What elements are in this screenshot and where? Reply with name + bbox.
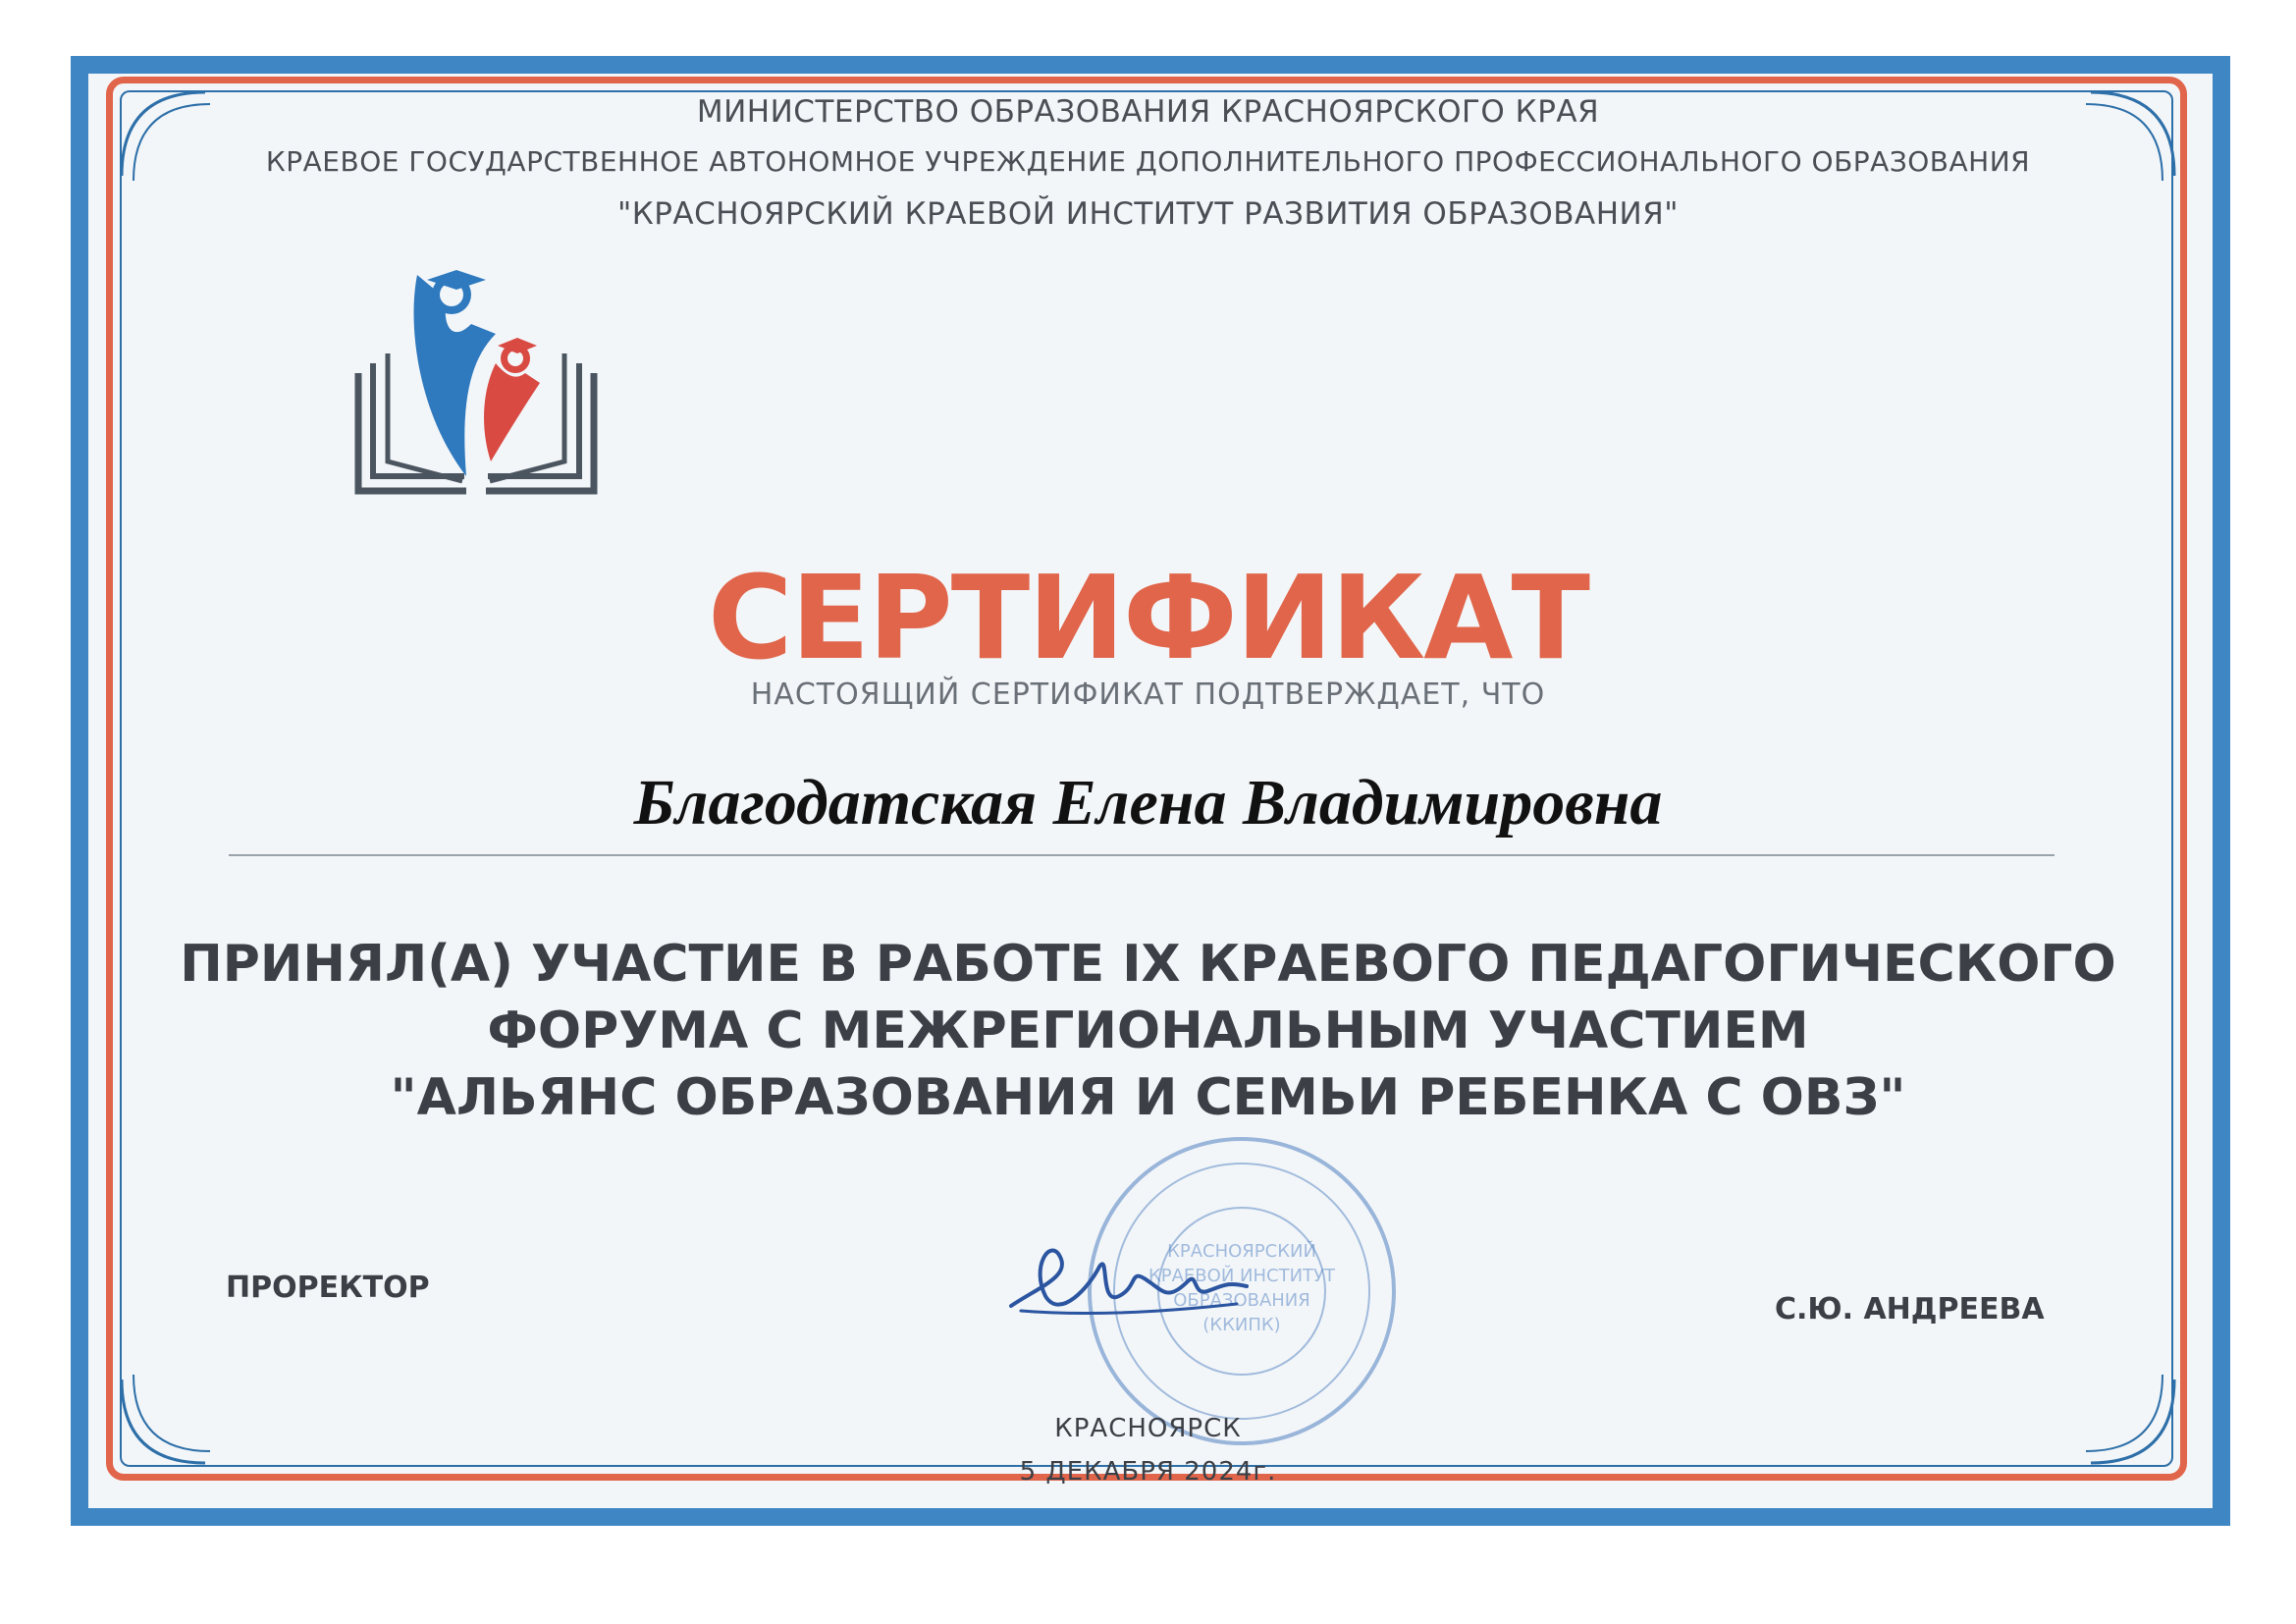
body-line-1: ПРИНЯЛ(А) УЧАСТИЕ В РАБОТЕ IX КРАЕВОГО ПЕДАГОГИЧЕСКОГО bbox=[180, 935, 2116, 994]
certificate-body bbox=[0, 931, 2296, 1131]
issue-city: КРАСНОЯРСК bbox=[1054, 1414, 1242, 1443]
institution-type-header: КРАЕВОЕ ГОСУДАРСТВЕННОЕ АВТОНОМНОЕ УЧРЕЖДЕНИЕ ДОПОЛНИТЕЛЬНОГО ПРОФЕССИОНАЛЬНОГО ОБРАЗОВАНИЯ bbox=[265, 145, 2031, 178]
svg-text:(ККИПК): (ККИПК) bbox=[1202, 1315, 1281, 1335]
name-underline bbox=[229, 854, 2055, 856]
issue-date: 5 ДЕКАБРЯ 2024г. bbox=[1019, 1457, 1277, 1487]
certificate-title: СЕРТИФИКАТ bbox=[708, 550, 1588, 685]
body-line-2: ФОРУМА С МЕЖРЕГИОНАЛЬНЫМ УЧАСТИЕМ bbox=[487, 1001, 1809, 1060]
recipient-name: Благодатская Елена Владимировна bbox=[633, 767, 1663, 839]
institution-name-header: "КРАСНОЯРСКИЙ КРАЕВОЙ ИНСТИТУТ РАЗВИТИЯ ОБРАЗОВАНИЯ" bbox=[616, 196, 1680, 232]
signer-name: С.Ю. АНДРЕЕВА bbox=[1775, 1292, 2045, 1326]
body-line-3: "АЛЬЯНС ОБРАЗОВАНИЯ И СЕМЬИ РЕБЕНКА С ОВЗ" bbox=[390, 1068, 1906, 1127]
certificate-subtitle: НАСТОЯЩИЙ СЕРТИФИКАТ ПОДТВЕРЖДАЕТ, ЧТО bbox=[750, 677, 1546, 712]
ministry-header: МИНИСТЕРСТВО ОБРАЗОВАНИЯ КРАСНОЯРСКОГО КРАЯ bbox=[696, 94, 1600, 130]
handwritten-signature bbox=[1001, 1227, 1256, 1335]
svg-text:КРАСНОЯРСКИЙ: КРАСНОЯРСКИЙ bbox=[1167, 1241, 1316, 1262]
signer-position: ПРОРЕКТОР bbox=[226, 1271, 430, 1305]
book-with-graduates-icon bbox=[348, 265, 604, 511]
svg-text:КРАЕВОЙ ИНСТИТУТ: КРАЕВОЙ ИНСТИТУТ bbox=[1148, 1266, 1336, 1286]
svg-text:ОБРАЗОВАНИЯ: ОБРАЗОВАНИЯ bbox=[1173, 1290, 1310, 1311]
